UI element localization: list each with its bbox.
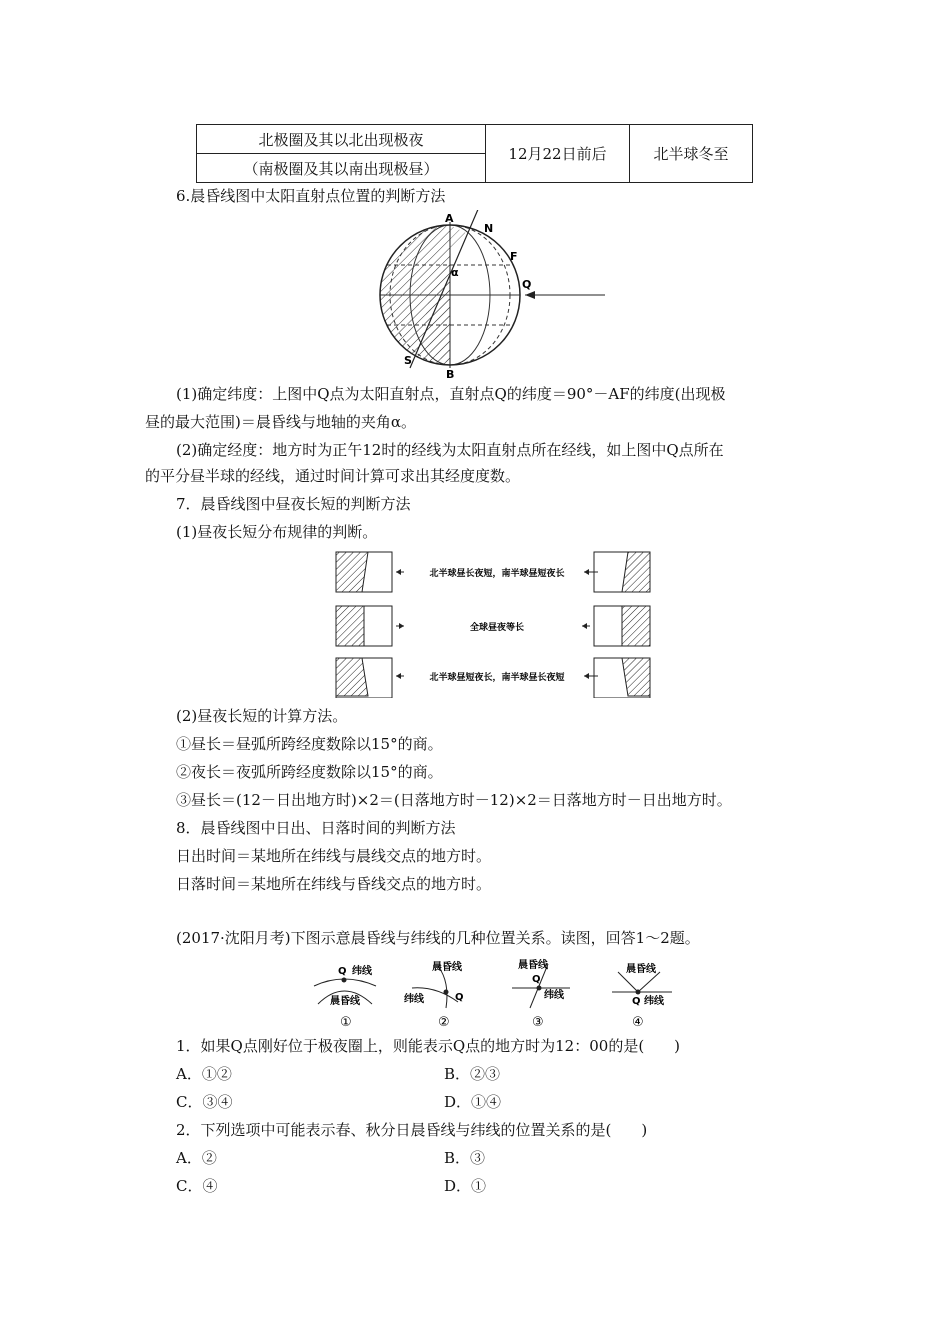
paragraph: 的平分昼半球的经线，通过时间计算可求出其经度度数。: [145, 467, 521, 485]
list-item: ③昼长＝(12－日出地方时)×2＝(日落地方时－12)×2＝日落地方时－日出地方时。: [176, 791, 732, 809]
fig-label: Q: [632, 996, 641, 1007]
section-heading: 6.晨昏线图中太阳直射点位置的判断方法: [176, 187, 446, 205]
fig-label: 晨昏线: [432, 962, 462, 973]
fig-label: Q: [532, 974, 541, 985]
fig-label: 晨昏线: [518, 960, 548, 971]
paragraph: (1)确定纬度：上图中Q点为太阳直射点，直射点Q的纬度＝90°－AF的纬度(出现极: [176, 385, 726, 403]
fig-label: 纬线: [352, 966, 372, 977]
table-cell: 北极圈及其以北出现极夜: [197, 125, 486, 154]
fig-number: ④: [632, 1015, 644, 1030]
label-q: Q: [522, 278, 532, 291]
option: C．③④: [176, 1093, 233, 1111]
table-cell: （南极圈及其以南出现极昼）: [197, 154, 486, 183]
globe-diagram: [360, 210, 620, 380]
fig-label: 晨昏线: [330, 996, 360, 1007]
section-heading: 8．晨昏线图中日出、日落时间的判断方法: [176, 819, 456, 837]
fig-number: ②: [438, 1015, 450, 1030]
paragraph: 日出时间＝某地所在纬线与晨线交点的地方时。: [176, 847, 492, 865]
paragraph: (1)昼夜长短分布规律的判断。: [176, 523, 378, 541]
list-item: ②夜长＝夜弧所跨经度数除以15°的商。: [176, 763, 443, 781]
option: A．①②: [176, 1065, 232, 1083]
label-alpha: α: [451, 266, 459, 279]
season-table: [196, 124, 753, 183]
fig-number: ①: [340, 1015, 352, 1030]
table-cell: 北半球冬至: [630, 125, 753, 183]
option: D．①: [444, 1177, 487, 1195]
fig-label: 晨昏线: [626, 964, 656, 975]
fig-label: 纬线: [644, 996, 664, 1007]
fig-label: Q: [338, 966, 347, 977]
fig-label: 纬线: [404, 994, 424, 1005]
paragraph: 日落时间＝某地所在纬线与昏线交点的地方时。: [176, 875, 492, 893]
option: C．④: [176, 1177, 218, 1195]
fig-label: Q: [455, 992, 464, 1003]
label-s: S: [404, 354, 412, 367]
paragraph: (2)昼夜长短的计算方法。: [176, 707, 348, 725]
fig-label: 纬线: [544, 990, 564, 1001]
row-label: 北半球昼长夜短，南半球昼短夜长: [429, 569, 565, 579]
paragraph: (2)确定经度：地方时为正午12时的经线为太阳直射点所在经线，如上图中Q点所在: [176, 441, 724, 459]
table-cell: 12月22日前后: [486, 125, 630, 183]
option: D．①④: [444, 1093, 502, 1111]
option: A．②: [176, 1149, 217, 1167]
option: B．②③: [444, 1065, 501, 1083]
label-b: B: [446, 368, 455, 380]
label-a: A: [445, 212, 454, 225]
fig-number: ③: [532, 1015, 544, 1030]
four-diagrams: [308, 958, 678, 1032]
list-item: ①昼长＝昼弧所跨经度数除以15°的商。: [176, 735, 443, 753]
section-heading: 7．晨昏线图中昼夜长短的判断方法: [176, 495, 411, 513]
label-n: N: [484, 222, 494, 235]
row-label: 北半球昼短夜长，南半球昼长夜短: [429, 673, 565, 683]
day-night-diagram: [334, 550, 660, 698]
option: B．③: [444, 1149, 486, 1167]
paragraph: 昼的最大范围)＝晨昏线与地轴的夹角α。: [145, 413, 416, 431]
question-stem: 1．如果Q点刚好位于极夜圈上，则能表示Q点的地方时为12：00的是( ): [176, 1037, 681, 1055]
row-label: 全球昼夜等长: [469, 623, 525, 633]
question-stem: 2．下列选项中可能表示春、秋分日晨昏线与纬线的位置关系的是( ): [176, 1121, 648, 1139]
label-f: F: [510, 250, 518, 263]
exercise-intro: (2017·沈阳月考)下图示意晨昏线与纬线的几种位置关系。读图，回答1～2题。: [176, 929, 700, 947]
